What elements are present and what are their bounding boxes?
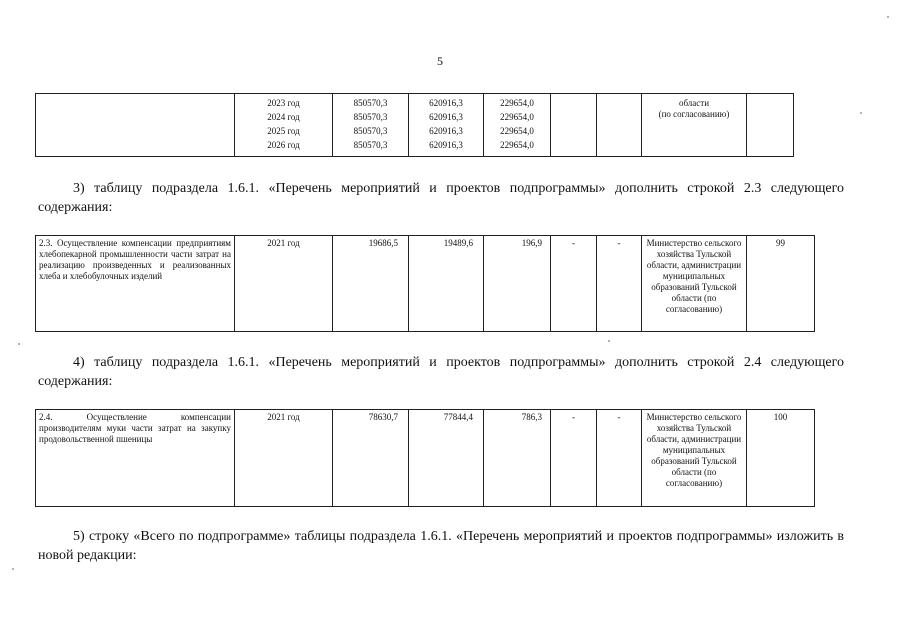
table-row (36, 94, 794, 157)
regional-cell: 196,9 (484, 236, 551, 332)
number-cell: 100 (747, 410, 815, 507)
paragraph-5: 5) строку «Всего по подпрограмме» таблицы подраздела 1.6.1. «Перечень мероприятий и проектов подпрограммы» изложить в новой редакции: (38, 529, 844, 563)
year-cell: 2021 год (235, 410, 333, 507)
regional-value: 229654,0 (500, 126, 534, 136)
year-value: 2025 год (267, 126, 300, 136)
year-value: 2023 год (267, 98, 300, 108)
scan-speck (12, 568, 14, 570)
empty-cell (747, 94, 794, 157)
responsible-cell: Министерство сельского хозяйства Тульской области, администрации муниципальных образований Тульской области (по согласованию) (642, 236, 747, 332)
table-continuation (35, 93, 794, 157)
total-cell: 19686,5 (333, 236, 409, 332)
paragraph-3: 3) таблицу подраздела 1.6.1. «Перечень мероприятий и проектов подпрограммы» дополнить строкой 2.3 следующего содержания: (38, 181, 844, 215)
table-row (36, 236, 815, 332)
table-row-2-3 (35, 235, 815, 332)
table-row-2-4 (35, 409, 815, 507)
regional-value: 229654,0 (500, 112, 534, 122)
regional-cell (484, 94, 551, 157)
total-value: 850570,3 (353, 112, 388, 122)
name-cell (36, 94, 235, 157)
scan-speck (860, 112, 862, 114)
federal-cell: 19489,6 (409, 236, 484, 332)
regional-value: 229654,0 (500, 140, 534, 150)
scan-speck (887, 16, 889, 18)
federal-cell (409, 94, 484, 157)
year-value: 2024 год (267, 112, 300, 122)
total-value: 850570,3 (353, 98, 388, 108)
dash-cell: - (551, 236, 597, 332)
scan-speck (18, 343, 20, 345)
regional-cell: 786,3 (484, 410, 551, 507)
responsible-cell: области (по согласованию) (642, 94, 747, 157)
federal-value: 620916,3 (429, 140, 463, 150)
regional-value: 229654,0 (500, 98, 534, 108)
number-cell: 99 (747, 236, 815, 332)
year-cell: 2021 год (235, 236, 333, 332)
scan-speck (608, 340, 610, 342)
federal-value: 620916,3 (429, 98, 463, 108)
dash-cell: - (597, 410, 642, 507)
total-value: 850570,3 (353, 140, 388, 150)
federal-value: 620916,3 (429, 126, 463, 136)
responsible-cell: Министерство сельского хозяйства Тульской области, администрации муниципальных образований Тульской области (по согласованию) (642, 410, 747, 507)
table-row (36, 410, 815, 507)
measure-name-cell: 2.3. Осуществление компенсации предприятиям хлебопекарной промышленности части затрат на реализацию произведенных и реализованных хлеба и хлебобулочных изделий (36, 236, 235, 332)
total-cell: 78630,7 (333, 410, 409, 507)
empty-cell (597, 94, 642, 157)
federal-value: 620916,3 (429, 112, 463, 122)
empty-cell (551, 94, 597, 157)
measure-name-cell: 2.4. Осуществление компенсации производителям муки части затрат на закупку продовольственной пшеницы (36, 410, 235, 507)
dash-cell: - (597, 236, 642, 332)
federal-cell: 77844,4 (409, 410, 484, 507)
dash-cell: - (551, 410, 597, 507)
paragraph-4: 4) таблицу подраздела 1.6.1. «Перечень мероприятий и проектов подпрограммы» дополнить строкой 2.4 следующего содержания: (38, 355, 844, 389)
total-value: 850570,3 (353, 126, 388, 136)
year-value: 2026 год (267, 140, 300, 150)
total-cell (333, 94, 409, 157)
years-cell (235, 94, 333, 157)
page-number: 5 (437, 54, 443, 68)
